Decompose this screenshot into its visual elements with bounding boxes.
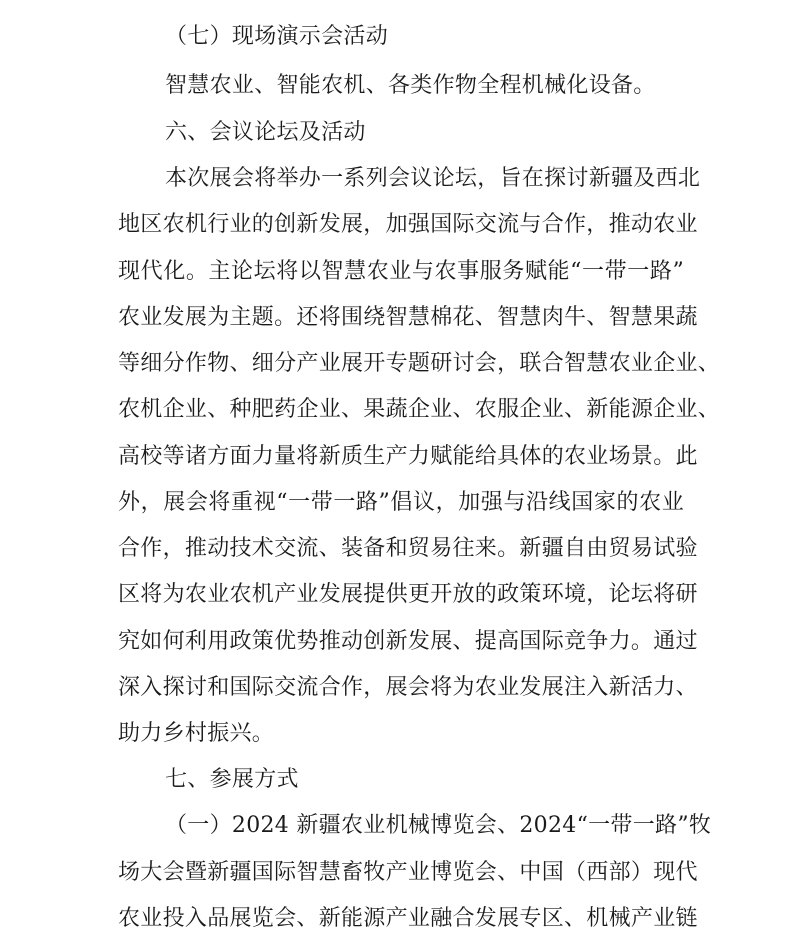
paragraph-line: 高校等诸方面力量将新质生产力赋能给具体的农业场景。此 [118, 444, 698, 469]
demo-items-text: 智慧农业、智能农机、各类作物全程机械化设备。 [165, 73, 656, 98]
paragraph-line: 地区农机行业的创新发展，加强国际交流与合作，推动农业 [118, 212, 698, 237]
paragraph-line: 本次展会将举办一系列会议论坛，旨在探讨新疆及西北 [165, 166, 701, 191]
paragraph-line: 场大会暨新疆国际智慧畜牧产业博览会、中国（西部）现代 [118, 860, 698, 885]
section-heading-participation: 七、参展方式 [165, 767, 299, 792]
paragraph-line: 农机企业、种肥药企业、果蔬企业、农服企业、新能源企业、 [118, 397, 721, 422]
paragraph-line: 合作，推动技术交流、装备和贸易往来。新疆自由贸易试验 [118, 536, 698, 561]
paragraph-line: 等细分作物、细分产业展开专题研讨会，联合智慧农业企业、 [118, 351, 721, 376]
section-heading-forums: 六、会议论坛及活动 [165, 120, 366, 145]
paragraph-line: 农业投入品展览会、新能源产业融合发展专区、机械产业链 [118, 906, 698, 931]
paragraph-line: 深入探讨和国际交流合作，展会将为农业发展注入新活力、 [118, 675, 698, 700]
paragraph-line: 现代化。主论坛将以智慧农业与农事服务赋能“一带一路” [118, 259, 684, 284]
paragraph-line: （一）2024 新疆农业机械博览会、2024“一带一路”牧 [165, 813, 712, 838]
subsection-heading-demo: （七）现场演示会活动 [165, 24, 389, 49]
paragraph-line: 助力乡村振兴。 [118, 721, 275, 746]
paragraph-line: 究如何利用政策优势推动创新发展、提高国际竞争力。通过 [118, 629, 698, 654]
paragraph-line: 外，展会将重视“一带一路”倡议，加强与沿线国家的农业 [118, 490, 684, 515]
paragraph-line: 农业发展为主题。还将围绕智慧棉花、智慧肉牛、智慧果蔬 [118, 305, 698, 330]
paragraph-line: 区将为农业农机产业发展提供更开放的政策环境，论坛将研 [118, 582, 698, 607]
